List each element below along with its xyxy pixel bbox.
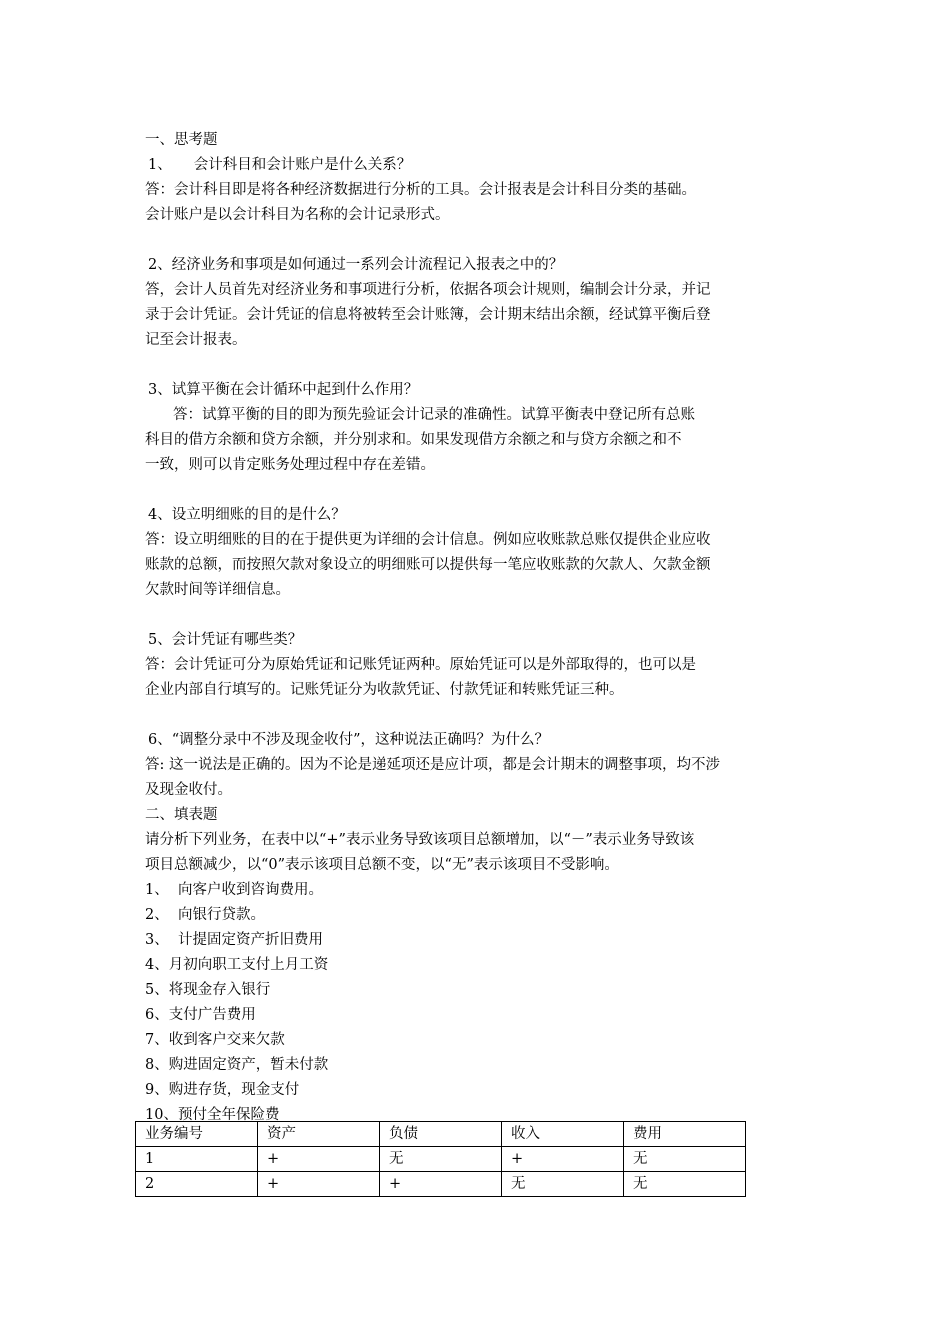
table-cell: 无 (624, 1147, 746, 1172)
list-item: 10、预付全年保险费 (145, 1107, 280, 1123)
table-cell: + (258, 1172, 380, 1197)
answer-5-line-1: 答：会计凭证可分为原始凭证和记账凭证两种。原始凭证可以是外部取得的，也可以是 (145, 657, 696, 673)
table-cell: 无 (502, 1172, 624, 1197)
list-item: 8、购进固定资产，暂未付款 (145, 1057, 329, 1073)
answer-3-line-3: 一致，则可以肯定账务处理过程中存在差错。 (145, 457, 435, 473)
list-item: 9、购进存货，现金支付 (145, 1082, 300, 1098)
table-header-cell: 收入 (502, 1122, 624, 1147)
question-2: 2、经济业务和事项是如何通过一系列会计流程记入报表之中的？ (148, 257, 564, 273)
table-header-cell: 负债 (380, 1122, 502, 1147)
question-1-text: 会计科目和会计账户是什么关系？ (193, 157, 412, 173)
table-header-cell: 资产 (258, 1122, 380, 1147)
answer-5-line-2: 企业内部自行填写的。记账凭证分为收款凭证、付款凭证和转账凭证三种。 (145, 682, 624, 698)
table-cell: 无 (624, 1172, 746, 1197)
question-1 (145, 153, 825, 178)
list-item: 5、将现金存入银行 (145, 982, 271, 998)
question-4: 4、设立明细账的目的是什么？ (148, 507, 346, 523)
answer-4-line-3: 欠款时间等详细信息。 (145, 582, 290, 598)
table-cell: 1 (136, 1147, 258, 1172)
table-cell: + (502, 1147, 624, 1172)
list-item: 2、 向银行贷款。 (145, 907, 265, 923)
answer-6-line-2: 及现金收付。 (145, 782, 232, 798)
section1-heading: 一、思考题 (145, 132, 218, 148)
question-6: 6、“调整分录中不涉及现金收付”，这种说法正确吗？为什么？ (148, 732, 550, 748)
table-row (136, 1172, 746, 1197)
answer-6-line-1: 答: 这一说法是正确的。因为不论是递延项还是应计项，都是会计期末的调整事项，均不涉 (145, 757, 720, 773)
instructions-line-2: 项目总额减少，以“0”表示该项目总额不变，以“无”表示该项目不受影响。 (145, 857, 619, 873)
table-header-cell: 费用 (624, 1122, 746, 1147)
question-1-number: 1、 (148, 157, 172, 173)
answer-1-line-1: 答：会计科目即是将各种经济数据进行分析的工具。会计报表是会计科目分类的基础。 (145, 182, 696, 198)
section2-heading: 二、填表题 (145, 807, 218, 823)
document-body (145, 128, 825, 1128)
list-item: 4、月初向职工支付上月工资 (145, 957, 329, 973)
answer-1-line-2: 会计账户是以会计科目为名称的会计记录形式。 (145, 207, 450, 223)
list-item: 7、收到客户交来欠款 (145, 1032, 285, 1048)
answer-3-line-2: 科目的借方余额和贷方余额，并分别求和。如果发现借方余额之和与贷方余额之和不 (145, 432, 682, 448)
table-cell: 无 (380, 1147, 502, 1172)
instructions-line-1: 请分析下列业务，在表中以“+”表示业务导致该项目总额增加，以“－”表示业务导致该 (145, 832, 695, 848)
business-impact-table (135, 1121, 746, 1197)
answer-4-line-2: 账款的总额，而按照欠款对象设立的明细账可以提供每一笔应收账款的欠款人、欠款金额 (145, 557, 711, 573)
table-cell: + (380, 1172, 502, 1197)
list-item: 1、 向客户收到咨询费用。 (145, 882, 323, 898)
question-3: 3、试算平衡在会计循环中起到什么作用？ (148, 382, 419, 398)
answer-2-line-3: 记至会计报表。 (145, 332, 247, 348)
answer-4-line-1: 答：设立明细账的目的在于提供更为详细的会计信息。例如应收账款总账仅提供企业应收 (145, 532, 711, 548)
table-header-row (136, 1122, 746, 1147)
table-header-cell: 业务编号 (136, 1122, 258, 1147)
question-5: 5、会计凭证有哪些类？ (148, 632, 303, 648)
table-cell: + (258, 1147, 380, 1172)
answer-2-line-1: 答，会计人员首先对经济业务和事项进行分析，依据各项会计规则，编制会计分录，并记 (145, 282, 711, 298)
table-row (136, 1147, 746, 1172)
answer-2-line-2: 录于会计凭证。会计凭证的信息将被转至会计账簿，会计期末结出余额，经试算平衡后登 (145, 307, 711, 323)
list-item: 6、支付广告费用 (145, 1007, 256, 1023)
list-item: 3、 计提固定资产折旧费用 (145, 932, 323, 948)
table-cell: 2 (136, 1172, 258, 1197)
answer-3-line-1: 答：试算平衡的目的即为预先验证会计记录的准确性。试算平衡表中登记所有总账 (173, 407, 695, 423)
